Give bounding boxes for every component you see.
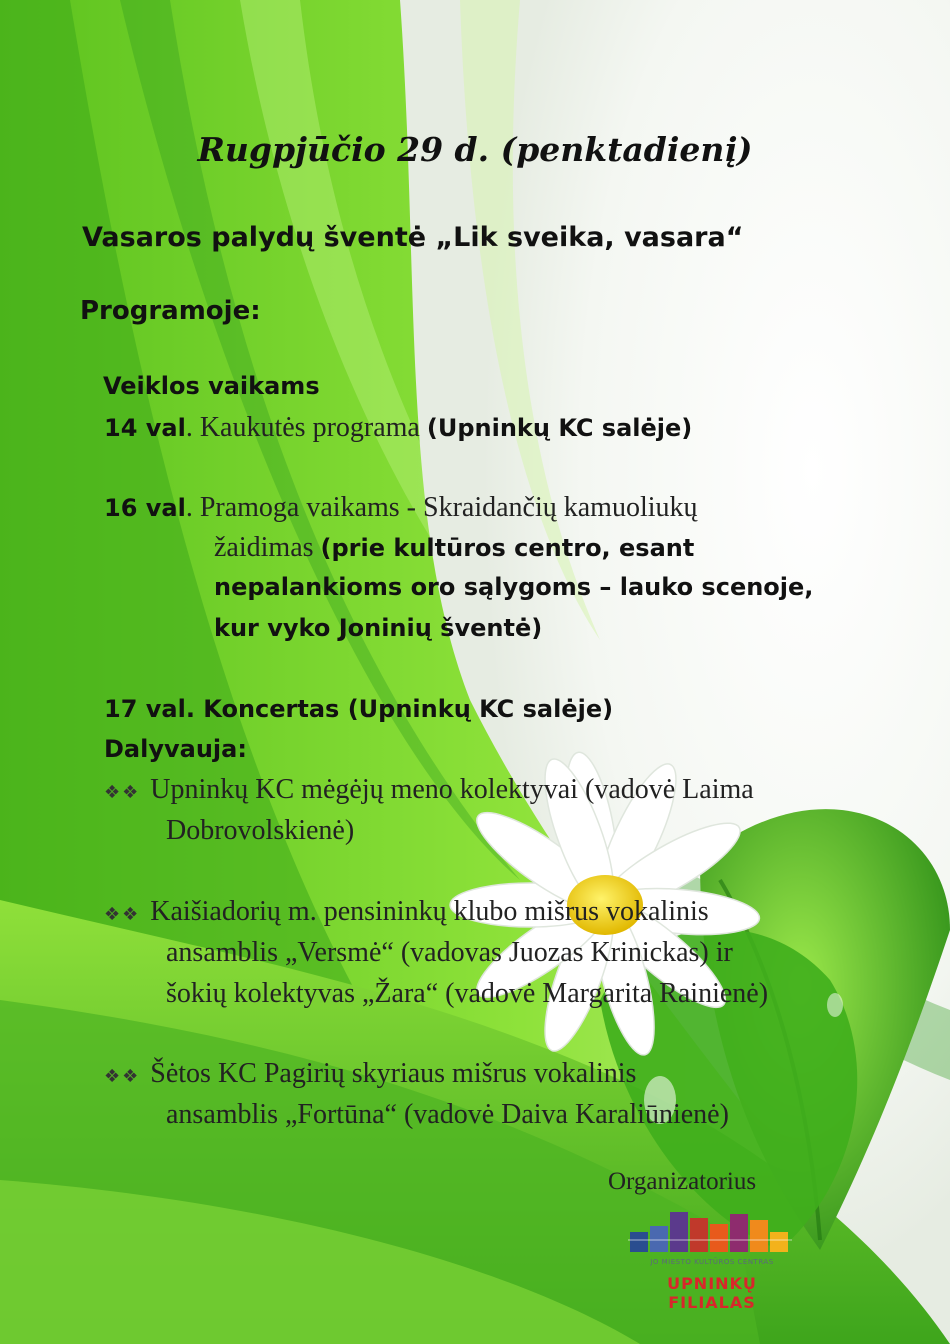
organizer-label: Organizatorius [608, 1168, 757, 1195]
bullet-icon: ❖❖ [104, 1066, 141, 1087]
participant-3-line2: ansamblis „Fortūna“ (vadovė Daiva Karaliūnienė) [166, 1099, 729, 1130]
item-14 [104, 412, 692, 444]
item-16-text2: žaidimas [214, 532, 321, 563]
participant-2-line2: ansamblis „Versmė“ (vadovas Juozas Krinickas) ir [166, 937, 733, 968]
item-16-place1: (prie kultūros centro, esant [320, 534, 695, 562]
event-date: Rugpjūčio 29 d. (penktadienį) [197, 130, 753, 169]
logo-caption: JO MIESTO KULTŪROS CENTRAS [650, 1258, 774, 1266]
item-14-place: (Upninkų KC salėje) [426, 414, 693, 442]
participant-3-text1: Šėtos KC Pagirių skyriaus mišrus vokalinis [150, 1058, 637, 1089]
participant-2-line1 [104, 896, 709, 928]
kids-heading: Veiklos vaikams [103, 372, 320, 400]
bullet-icon: ❖❖ [104, 782, 141, 803]
item-14-text: . Kaukutės programa [185, 412, 427, 443]
item-16-place2: nepalankioms oro sąlygoms – lauko scenoje, [214, 573, 814, 601]
event-title: Vasaros palydų šventė „Lik sveika, vasara“ [82, 222, 744, 253]
logo-name: UPNINKŲ FILIALAS [667, 1274, 757, 1312]
participant-1-line1 [104, 774, 754, 806]
item-16-text1: . Pramoga vaikams - Skraidančių kamuoliukų [185, 492, 698, 523]
item-16-line1 [104, 492, 698, 524]
participant-1-line2: Dobrovolskienė) [166, 815, 355, 846]
participant-2-text1: Kaišiadorių m. pensininkų klubo mišrus vokalinis [150, 896, 709, 927]
participant-3-line1 [104, 1058, 636, 1090]
participants-heading: Dalyvauja: [104, 735, 247, 763]
item-16-time: 16 val [104, 494, 186, 522]
participant-2-line3: šokių kolektyvas „Žara“ (vadovė Margarita Rainienė) [166, 978, 769, 1009]
item-14-time: 14 val [104, 414, 186, 442]
program-heading: Programoje: [80, 296, 261, 326]
item-16-place3: kur vyko Joninių šventė) [214, 614, 543, 642]
participant-1-text1: Upninkų KC mėgėjų meno kolektyvai (vadovė Laima [150, 774, 754, 805]
item-16-line2 [214, 532, 694, 564]
item-17: 17 val. Koncertas (Upninkų KC salėje) [104, 695, 614, 723]
bullet-icon: ❖❖ [104, 904, 141, 925]
